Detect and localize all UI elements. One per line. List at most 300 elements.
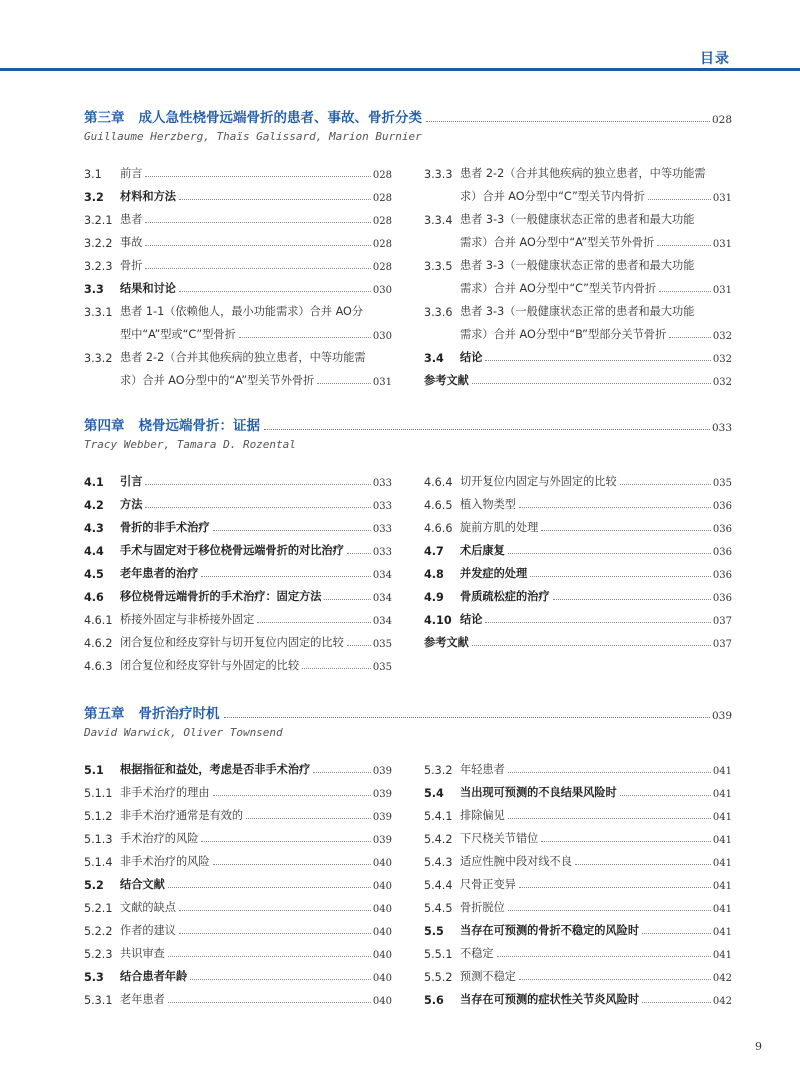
dot-leader xyxy=(472,645,711,646)
entry-title: 当存在可预测的症状性关节炎风险时 xyxy=(460,993,640,1006)
toc-entry[interactable] xyxy=(84,158,392,181)
entry-page: 035 xyxy=(372,639,392,650)
entry-number: 5.1 xyxy=(84,764,104,777)
entry-page: 035 xyxy=(712,478,732,489)
entry-number: 4.6 xyxy=(84,591,104,604)
dot-leader xyxy=(642,1002,711,1003)
entry-page: 033 xyxy=(372,501,392,512)
toc-entry[interactable] xyxy=(84,181,392,204)
entry-title: 骨折 xyxy=(120,259,143,272)
chapter-title: 骨折治疗时机 xyxy=(138,706,220,722)
dot-leader xyxy=(648,199,711,200)
dot-leader xyxy=(257,622,371,623)
chapter-authors: Tracy Webber, Tamara D. Rozental xyxy=(84,438,296,451)
entry-title: 结合患者年龄 xyxy=(120,970,188,983)
entry-page: 034 xyxy=(372,593,392,604)
entry-title: 结论 xyxy=(460,613,483,626)
toc-entry[interactable] xyxy=(424,581,732,604)
entry-number: 5.4.2 xyxy=(424,833,453,846)
entry-title: 患者 2-2（合并其他疾病的独立患者，中等功能需 xyxy=(120,351,366,364)
entry-page: 036 xyxy=(712,570,732,581)
entry-page: 033 xyxy=(372,547,392,558)
toc-entry[interactable] xyxy=(84,204,392,227)
entry-page: 042 xyxy=(712,996,732,1007)
dot-leader xyxy=(145,268,371,269)
dot-leader xyxy=(201,841,371,842)
entry-number: 4.6.3 xyxy=(84,660,113,673)
toc-entry[interactable] xyxy=(84,961,392,984)
entry-title: 共识审查 xyxy=(120,947,165,960)
entry-number: 5.3.2 xyxy=(424,764,453,777)
chapter-title: 成人急性桡骨远端骨折的患者、事故、骨折分类 xyxy=(138,110,422,126)
toc-entry[interactable] xyxy=(424,204,732,250)
chapter-authors: Guillaume Herzberg, Thaïs Galissard, Marion Burnier xyxy=(84,130,422,143)
chapter-number: 第四章 xyxy=(84,418,125,434)
toc-entry[interactable] xyxy=(424,938,732,961)
entry-number: 3.3.5 xyxy=(424,260,453,273)
entry-page: 041 xyxy=(712,766,732,777)
dot-leader xyxy=(642,933,711,934)
entry-number: 3.3.4 xyxy=(424,214,453,227)
chapter-5 xyxy=(84,702,732,742)
entry-number: 4.4 xyxy=(84,545,104,558)
toc-entry[interactable] xyxy=(84,581,392,604)
entry-title: 骨质疏松症的治疗 xyxy=(460,590,550,603)
entry-page: 040 xyxy=(372,904,392,915)
chapter-number: 第三章 xyxy=(84,110,125,126)
dot-leader xyxy=(168,887,371,888)
entry-page: 041 xyxy=(712,881,732,892)
toc-entry[interactable] xyxy=(84,489,392,512)
dot-leader xyxy=(530,576,711,577)
entry-title: 非手术治疗的理由 xyxy=(120,786,210,799)
dot-leader xyxy=(519,887,711,888)
toc-entry[interactable] xyxy=(84,273,392,296)
toc-entry[interactable] xyxy=(84,227,392,250)
entry-page: 040 xyxy=(372,858,392,869)
entry-page: 040 xyxy=(372,927,392,938)
entry-number: 5.4 xyxy=(424,787,444,800)
entry-title-continued: 求）合并 AO分型中“C”型关节内骨折 xyxy=(460,190,645,203)
dot-leader xyxy=(179,910,371,911)
dot-leader xyxy=(190,979,371,980)
entry-title: 根据指征和益处，考虑是否非手术治疗 xyxy=(120,763,311,776)
dot-leader xyxy=(201,576,371,577)
entry-title: 当出现可预测的不良结果风险时 xyxy=(460,786,617,799)
entry-title: 排除偏见 xyxy=(460,809,505,822)
dot-leader xyxy=(313,772,371,773)
toc-entry[interactable] xyxy=(424,846,732,869)
entry-page: 039 xyxy=(372,789,392,800)
entry-number: 5.6 xyxy=(424,994,444,1007)
toc-entry[interactable] xyxy=(424,296,732,342)
chapter-3 xyxy=(84,106,732,146)
dot-leader xyxy=(213,530,371,531)
entry-title: 不稳定 xyxy=(460,947,494,960)
entry-page: 034 xyxy=(372,616,392,627)
entry-number: 5.3 xyxy=(84,971,104,984)
entry-title: 骨折的非手术治疗 xyxy=(120,521,210,534)
toc-entry[interactable] xyxy=(424,984,732,1007)
toc-entry[interactable] xyxy=(84,650,392,673)
toc-entry[interactable] xyxy=(84,984,392,1007)
entry-title-continued: 型中“A”型或“C”型骨折 xyxy=(120,328,236,341)
entry-title: 老年患者的治疗 xyxy=(120,567,199,580)
toc-entry[interactable] xyxy=(84,512,392,535)
entry-page: 031 xyxy=(712,193,732,204)
toc-entry[interactable] xyxy=(84,869,392,892)
entry-page: 034 xyxy=(372,570,392,581)
dot-leader xyxy=(264,429,710,430)
entry-page: 040 xyxy=(372,996,392,1007)
dot-leader xyxy=(620,795,711,796)
entry-page: 041 xyxy=(712,789,732,800)
entry-number: 3.3.2 xyxy=(84,352,113,365)
toc-entry[interactable] xyxy=(424,823,732,846)
toc-entry[interactable] xyxy=(424,604,732,627)
dot-leader xyxy=(302,668,371,669)
chapter-page: 028 xyxy=(711,114,732,126)
dot-leader xyxy=(472,383,711,384)
entry-title: 患者 2-2（合并其他疾病的独立患者，中等功能需 xyxy=(460,167,706,180)
entry-page: 041 xyxy=(712,950,732,961)
toc-entry[interactable] xyxy=(424,892,732,915)
header-title: 目录 xyxy=(700,51,730,67)
dot-leader xyxy=(347,645,371,646)
entry-number: 4.3 xyxy=(84,522,104,535)
entry-title: 预测不稳定 xyxy=(460,970,516,983)
dot-leader xyxy=(246,818,371,819)
chapter-number: 第五章 xyxy=(84,706,125,722)
entry-title: 手术与固定对于移位桡骨远端骨折的对比治疗 xyxy=(120,544,344,557)
dot-leader xyxy=(145,222,371,223)
dot-leader xyxy=(168,956,371,957)
entry-page: 036 xyxy=(712,524,732,535)
dot-leader xyxy=(541,841,711,842)
toc-entry[interactable] xyxy=(84,604,392,627)
toc-entry[interactable] xyxy=(424,250,732,296)
entry-page: 031 xyxy=(712,239,732,250)
entry-number: 3.2.1 xyxy=(84,214,113,227)
toc-entry[interactable] xyxy=(84,777,392,800)
dot-leader xyxy=(485,622,711,623)
entry-title: 患者 3-3（一般健康状态正常的患者和最大功能 xyxy=(460,305,695,318)
entry-title-continued: 需求）合并 AO分型中“B”型部分关节骨折 xyxy=(460,328,667,341)
entry-number: 4.5 xyxy=(84,568,104,581)
entry-number: 5.1.3 xyxy=(84,833,113,846)
dot-leader xyxy=(508,910,711,911)
toc-entry[interactable] xyxy=(424,535,732,558)
entry-title: 旋前方肌的处理 xyxy=(460,521,539,534)
entry-number: 3.1 xyxy=(84,168,102,181)
toc-entry[interactable] xyxy=(424,342,732,365)
toc-column-left xyxy=(84,754,392,1007)
entry-title: 非手术治疗的风险 xyxy=(120,855,210,868)
entry-number: 4.6.5 xyxy=(424,499,453,512)
entry-page: 036 xyxy=(712,501,732,512)
toc-entry[interactable] xyxy=(84,892,392,915)
entry-page: 040 xyxy=(372,973,392,984)
entry-page: 032 xyxy=(712,354,732,365)
entry-page: 036 xyxy=(712,593,732,604)
chapter-page: 033 xyxy=(711,422,732,434)
toc-entry[interactable] xyxy=(84,250,392,273)
chapter-heading[interactable] xyxy=(84,702,732,722)
entry-number: 5.2 xyxy=(84,879,104,892)
dot-leader xyxy=(541,530,711,531)
entry-page: 036 xyxy=(712,547,732,558)
page-number: 9 xyxy=(755,1040,762,1053)
entry-page: 028 xyxy=(372,239,392,250)
dot-leader xyxy=(519,507,711,508)
entry-title-continued: 求）合并 AO分型中的“A”型关节外骨折 xyxy=(120,374,315,387)
entry-number: 4.6.4 xyxy=(424,476,453,489)
entry-number: 4.6.2 xyxy=(84,637,113,650)
entry-title: 当存在可预测的骨折不稳定的风险时 xyxy=(460,924,640,937)
entry-title: 闭合复位和经皮穿针与外固定的比较 xyxy=(120,659,300,672)
entry-title: 移位桡骨远端骨折的手术治疗：固定方法 xyxy=(120,590,322,603)
entry-title: 桥接外固定与非桥接外固定 xyxy=(120,613,255,626)
entry-page: 040 xyxy=(372,881,392,892)
entry-number: 3.4 xyxy=(424,352,444,365)
entry-title: 患者 3-3（一般健康状态正常的患者和最大功能 xyxy=(460,213,695,226)
chapter-authors: David Warwick, Oliver Townsend xyxy=(84,726,283,739)
dot-leader xyxy=(497,956,711,957)
entry-title: 老年患者 xyxy=(120,993,165,1006)
entry-page: 039 xyxy=(372,766,392,777)
dot-leader xyxy=(485,360,711,361)
entry-page: 042 xyxy=(712,973,732,984)
entry-page: 033 xyxy=(372,524,392,535)
entry-number: 5.2.2 xyxy=(84,925,113,938)
toc-entry[interactable] xyxy=(424,627,732,650)
dot-leader xyxy=(508,553,711,554)
entry-title: 引言 xyxy=(120,475,143,488)
toc-column-right xyxy=(424,754,732,1007)
entry-number: 3.3.3 xyxy=(424,168,453,181)
toc-entry[interactable] xyxy=(424,365,732,388)
toc-entry[interactable] xyxy=(84,846,392,869)
dot-leader xyxy=(179,199,371,200)
entry-number: 4.7 xyxy=(424,545,444,558)
entry-page: 028 xyxy=(372,193,392,204)
entry-page: 039 xyxy=(372,812,392,823)
dot-leader xyxy=(324,599,371,600)
dot-leader xyxy=(508,772,711,773)
entry-number: 5.1.1 xyxy=(84,787,113,800)
entry-number: 3.2 xyxy=(84,191,104,204)
entry-number: 5.1.4 xyxy=(84,856,113,869)
chapter-title: 桡骨远端骨折：证据 xyxy=(138,418,260,434)
entry-number: 5.2.3 xyxy=(84,948,113,961)
dot-leader xyxy=(145,507,371,508)
entry-page: 028 xyxy=(372,170,392,181)
toc-column-left xyxy=(84,466,392,673)
entry-page: 030 xyxy=(372,285,392,296)
entry-page: 041 xyxy=(712,812,732,823)
entry-page: 030 xyxy=(372,331,392,342)
entry-number: 4.9 xyxy=(424,591,444,604)
toc-entry[interactable] xyxy=(424,915,732,938)
toc-entry[interactable] xyxy=(84,754,392,777)
toc-entry[interactable] xyxy=(84,915,392,938)
dot-leader xyxy=(179,933,371,934)
toc-entry[interactable] xyxy=(84,558,392,581)
entry-number: 4.8 xyxy=(424,568,444,581)
dot-leader xyxy=(239,337,371,338)
toc-entry[interactable] xyxy=(424,800,732,823)
dot-leader xyxy=(213,795,371,796)
entry-page: 037 xyxy=(712,616,732,627)
entry-page: 032 xyxy=(712,377,732,388)
entry-title: 下尺桡关节错位 xyxy=(460,832,539,845)
entry-number: 5.4.1 xyxy=(424,810,453,823)
entry-title: 方法 xyxy=(120,498,143,511)
dot-leader xyxy=(519,979,711,980)
entry-title: 骨折脱位 xyxy=(460,901,505,914)
entry-title: 患者 3-3（一般健康状态正常的患者和最大功能 xyxy=(460,259,695,272)
entry-page: 028 xyxy=(372,262,392,273)
entry-page: 031 xyxy=(372,377,392,388)
entry-title: 适应性腕中段对线不良 xyxy=(460,855,572,868)
dot-leader xyxy=(508,818,711,819)
entry-number: 4.1 xyxy=(84,476,104,489)
entry-page: 041 xyxy=(712,858,732,869)
dot-leader xyxy=(317,383,371,384)
dot-leader xyxy=(213,864,371,865)
toc-entry[interactable] xyxy=(84,823,392,846)
toc-entry[interactable] xyxy=(424,777,732,800)
entry-number: 3.3.1 xyxy=(84,306,113,319)
entry-page: 035 xyxy=(372,662,392,673)
toc-entry[interactable] xyxy=(424,158,732,204)
dot-leader xyxy=(553,599,711,600)
entry-title-continued: 需求）合并 AO分型中“A”型关节外骨折 xyxy=(460,236,655,249)
entry-number: 3.3 xyxy=(84,283,104,296)
entry-number: 4.10 xyxy=(424,614,452,627)
toc-entry[interactable] xyxy=(84,535,392,558)
entry-page: 031 xyxy=(712,285,732,296)
toc-column-right xyxy=(424,466,732,650)
toc-entry[interactable] xyxy=(424,489,732,512)
toc-entry[interactable] xyxy=(424,754,732,777)
entry-number: 3.3.6 xyxy=(424,306,453,319)
entry-number: 4.2 xyxy=(84,499,104,512)
entry-title: 事故 xyxy=(120,236,143,249)
toc-entry[interactable] xyxy=(84,342,392,388)
header-rule xyxy=(0,68,800,71)
entry-page: 033 xyxy=(372,478,392,489)
entry-number: 5.5.1 xyxy=(424,948,453,961)
entry-title: 术后康复 xyxy=(460,544,505,557)
entry-page: 032 xyxy=(712,331,732,342)
entry-title: 植入物类型 xyxy=(460,498,516,511)
entry-title: 年轻患者 xyxy=(460,763,505,776)
dot-leader xyxy=(347,553,371,554)
entry-title: 作者的建议 xyxy=(120,924,176,937)
entry-number: 5.4.4 xyxy=(424,879,453,892)
entry-title: 材料和方法 xyxy=(120,190,176,203)
entry-page: 028 xyxy=(372,216,392,227)
chapter-page: 039 xyxy=(711,710,732,722)
entry-number: 5.5.2 xyxy=(424,971,453,984)
entry-title: 并发症的处理 xyxy=(460,567,528,580)
entry-number: 5.5 xyxy=(424,925,444,938)
entry-title: 非手术治疗通常是有效的 xyxy=(120,809,244,822)
dot-leader xyxy=(145,176,371,177)
dot-leader xyxy=(575,864,711,865)
toc-column-left xyxy=(84,158,392,388)
toc-entry[interactable] xyxy=(424,558,732,581)
entry-title: 患者 xyxy=(120,213,143,226)
entry-number: 4.6.6 xyxy=(424,522,453,535)
entry-page: 039 xyxy=(372,835,392,846)
entry-page: 041 xyxy=(712,904,732,915)
page-header xyxy=(0,0,800,72)
entry-title: 切开复位内固定与外固定的比较 xyxy=(460,475,617,488)
entry-number: 3.2.2 xyxy=(84,237,113,250)
entry-title: 患者 1-1（依赖他人，最小功能需求）合并 AO分 xyxy=(120,305,364,318)
entry-title-continued: 需求）合并 AO分型中“C”型关节内骨折 xyxy=(460,282,657,295)
dot-leader xyxy=(659,291,711,292)
entry-number: 5.4.3 xyxy=(424,856,453,869)
entry-title: 参考文献 xyxy=(424,374,469,387)
toc-entry[interactable] xyxy=(424,869,732,892)
toc-entry[interactable] xyxy=(424,466,732,489)
entry-number: 5.1.2 xyxy=(84,810,113,823)
dot-leader xyxy=(657,245,711,246)
entry-page: 041 xyxy=(712,835,732,846)
entry-page: 037 xyxy=(712,639,732,650)
chapter-heading[interactable] xyxy=(84,414,732,434)
toc-entry[interactable] xyxy=(84,627,392,650)
dot-leader xyxy=(426,121,710,122)
entry-page: 040 xyxy=(372,950,392,961)
toc-entry[interactable] xyxy=(84,466,392,489)
entry-title: 结论 xyxy=(460,351,483,364)
toc-entry[interactable] xyxy=(424,961,732,984)
entry-title: 手术治疗的风险 xyxy=(120,832,199,845)
toc-entry[interactable] xyxy=(84,800,392,823)
toc-entry[interactable] xyxy=(424,512,732,535)
chapter-4 xyxy=(84,414,732,454)
chapter-heading[interactable] xyxy=(84,106,732,126)
toc-entry[interactable] xyxy=(84,938,392,961)
dot-leader xyxy=(145,484,371,485)
entry-title: 闭合复位和经皮穿针与切开复位内固定的比较 xyxy=(120,636,344,649)
dot-leader xyxy=(669,337,711,338)
entry-title: 文献的缺点 xyxy=(120,901,176,914)
dot-leader xyxy=(145,245,371,246)
entry-title: 参考文献 xyxy=(424,636,469,649)
entry-title: 尺骨正变异 xyxy=(460,878,516,891)
dot-leader xyxy=(168,1002,371,1003)
entry-number: 3.2.3 xyxy=(84,260,113,273)
entry-title: 结合文献 xyxy=(120,878,165,891)
entry-number: 5.3.1 xyxy=(84,994,113,1007)
dot-leader xyxy=(179,291,371,292)
dot-leader xyxy=(224,717,710,718)
entry-title: 前言 xyxy=(120,167,143,180)
entry-number: 4.6.1 xyxy=(84,614,113,627)
toc-column-right xyxy=(424,158,732,388)
entry-number: 5.2.1 xyxy=(84,902,113,915)
dot-leader xyxy=(620,484,711,485)
entry-title: 结果和讨论 xyxy=(120,282,176,295)
toc-entry[interactable] xyxy=(84,296,392,342)
entry-number: 5.4.5 xyxy=(424,902,453,915)
entry-page: 041 xyxy=(712,927,732,938)
